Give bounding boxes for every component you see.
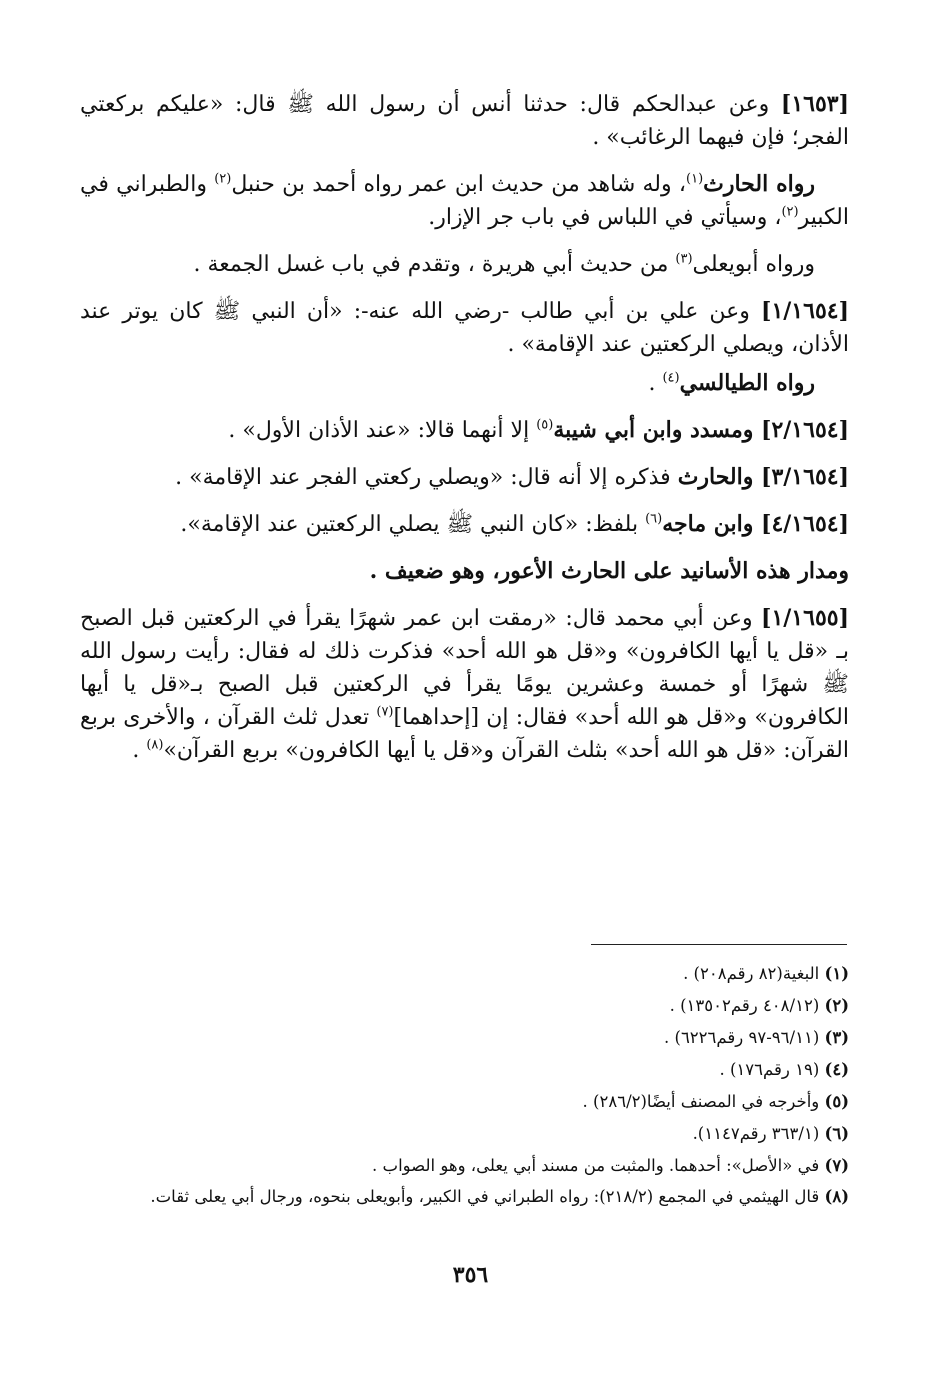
text-span: .	[648, 371, 663, 396]
footnote-ref: (٨)	[146, 737, 164, 753]
hadith-number: [٢/١٦٥٤]	[761, 417, 849, 443]
footnote-8	[80, 1184, 849, 1210]
source-name: وابن ماجه	[662, 511, 762, 537]
text-span: بلفظ: «كان النبي ﷺ يصلي الركعتين عند الإقامة».	[180, 512, 646, 537]
footnote-text: البغية(٨٢ رقم٢٠٨) .	[683, 964, 820, 983]
hadith-number: [١/١٦٥٥]	[761, 605, 849, 631]
hadith-text: وعن عبدالحكم قال: حدثنا أنس أن رسول الله ﷺ قال: «عليكم بركعتي الفجر؛ فإن فيهما الرغائب» .	[80, 92, 849, 150]
hadith-number: [١/١٦٥٤]	[761, 298, 849, 324]
footnote-ref: (٥)	[536, 417, 554, 433]
page-number: ٣٥٦	[452, 1262, 489, 1288]
main-text	[80, 88, 849, 767]
footnote-text: (١٩ رقم١٧٦) .	[719, 1060, 820, 1079]
footnote-text: قال الهيثمي في المجمع (٢١٨/٢): رواه الطبراني في الكبير، وأبويعلى بنحوه، ورجال أبي يعلى ثقات.	[150, 1187, 820, 1206]
footnote-5	[80, 1086, 849, 1118]
footnote-6	[80, 1118, 849, 1150]
footnote-ref: (٦)	[645, 511, 663, 527]
text-span: .	[132, 738, 147, 763]
takhrij-1653	[80, 168, 849, 234]
hadith-number: [٤/١٦٥٤]	[761, 511, 849, 537]
footnote-number: (٢)	[824, 996, 849, 1015]
takhrij-1653-b	[80, 248, 849, 281]
text-span: ورواه أبويعلى	[692, 252, 815, 277]
footnote-number: (٨)	[824, 1187, 849, 1206]
footnote-number: (٦)	[824, 1124, 849, 1143]
hadith-text: تعدل ثلث القرآن ، والأخرى بربع القرآن: «قل هو الله أحد» بثلث القرآن و«قل يا أيها الكافرون» بربع القرآن»	[80, 705, 849, 763]
footnote-text: وأخرجه في المصنف أيضًا(٢٨٦/٢) .	[582, 1092, 820, 1111]
footnote-text: (٤٠٨/١٢ رقم١٣٥٠٢) .	[669, 996, 820, 1015]
footnote-number: (٤)	[824, 1060, 849, 1079]
source-name: والحارث	[677, 464, 762, 490]
footnote-number: (١)	[824, 964, 849, 983]
text-span: ، وله شاهد من حديث ابن عمر رواه أحمد بن حنبل	[231, 172, 686, 197]
text-span: والطبراني في الكبير	[80, 172, 849, 230]
footnote-2	[80, 990, 849, 1022]
hadith-number: [٣/١٦٥٤]	[761, 464, 849, 490]
hadith-1654-3	[80, 461, 849, 494]
hadith-text: وعن علي بن أبي طالب -رضي الله عنه-: «أن النبي ﷺ كان يوتر عند الأذان، ويصلي الركعتين عند الإقامة» .	[80, 299, 849, 357]
text-span: إلا أنهما قالا: «عند الأذان الأول» .	[228, 418, 537, 443]
isnad-note: ومدار هذه الأسانيد على الحارث الأعور، وهو ضعيف .	[369, 558, 849, 584]
footnote-number: (٧)	[824, 1156, 849, 1175]
footnote-ref: (٣)	[675, 251, 693, 267]
footnote-text: (٣٦٣/١ رقم١١٤٧).	[692, 1124, 820, 1143]
hadith-text: وعن أبي محمد قال: «رمقت ابن عمر شهرًا يقرأ في الركعتين قبل الصبح بـ «قل يا أيها الكافرون» و«قل هو الله أحد» فذكرت ذلك له فقال: رأيت رسول الله ﷺ شهرًا أو خمسة وعشرين يومًا يقرأ في الركعتين قبل الصبح بـ«قل يا أيها الكافرون» و«قل هو الله أحد» فقال: إن [إحداهما]	[80, 606, 849, 730]
hadith-1654-4	[80, 508, 849, 541]
hadith-1654-1	[80, 295, 849, 361]
hadith-1653	[80, 88, 849, 154]
footnote-text: في «الأصل»: أحدهما. والمثبت من مسند أبي يعلى، وهو الصواب .	[372, 1156, 820, 1175]
footnote-ref: (١)	[686, 171, 704, 187]
hadith-1655-1	[80, 602, 849, 767]
source-name: رواه الحارث	[703, 171, 815, 197]
hadith-1654-2	[80, 414, 849, 447]
footnote-7	[80, 1150, 849, 1182]
hadith-number: [١٦٥٣]	[780, 91, 849, 117]
footnote-ref: (٤)	[662, 370, 680, 386]
text-span: ، وسيأتي في اللباس في باب جر الإزار.	[428, 205, 782, 230]
footnote-ref: (٢)	[214, 171, 232, 187]
footnote-number: (٥)	[824, 1092, 849, 1111]
source-name: رواه الطيالسي	[679, 370, 815, 396]
footnote-4	[80, 1054, 849, 1086]
source-name: ومسدد وابن أبي شيبة	[553, 417, 762, 443]
footnote-separator	[591, 944, 847, 945]
takhrij-1654	[80, 367, 849, 400]
footnote-ref: (٧)	[376, 704, 394, 720]
footnote-ref: (٢)	[781, 204, 799, 220]
text-span: من حديث أبي هريرة ، وتقدم في باب غسل الجمعة .	[193, 252, 676, 277]
text-span: فذكره إلا أنه قال: «ويصلي ركعتي الفجر عند الإقامة» .	[175, 465, 678, 490]
footnotes	[80, 958, 849, 1210]
footnote-text: (٩٦/١١-٩٧ رقم٦٢٢٦) .	[664, 1028, 820, 1047]
footnote-3	[80, 1022, 849, 1054]
footnote-number: (٣)	[824, 1028, 849, 1047]
footnote-1	[80, 958, 849, 990]
